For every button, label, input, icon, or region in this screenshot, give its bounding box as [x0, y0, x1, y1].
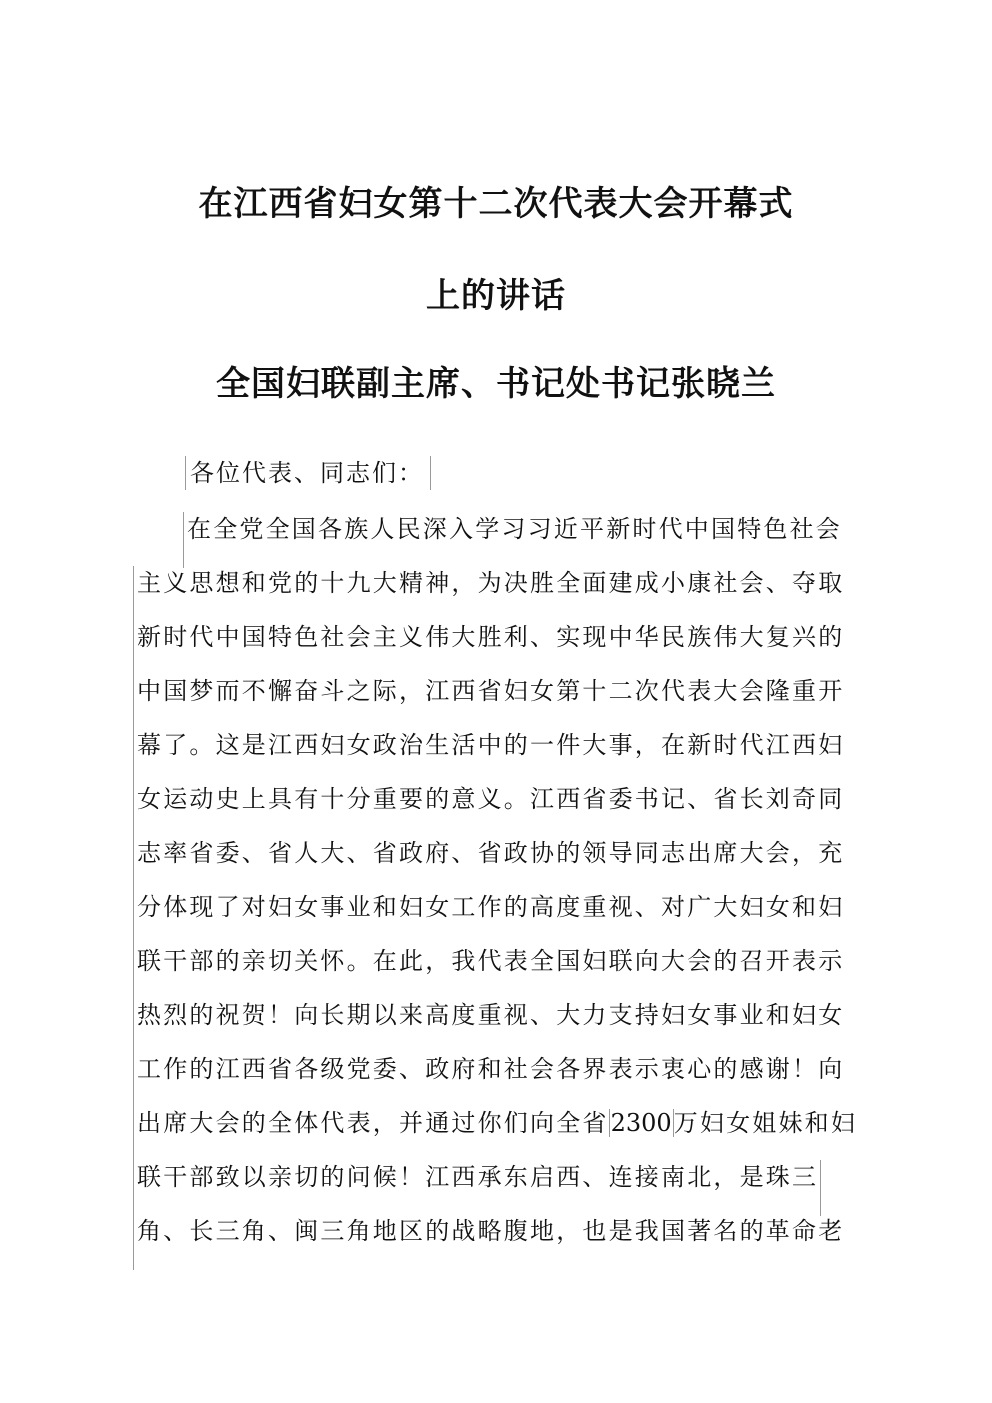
body-line-12-text-a: 出席大会的全体代表，并通过你们向全省: [137, 1109, 609, 1137]
body-line-9: 联干部的亲切关怀。在此，我代表全国妇联向大会的召开表示: [133, 944, 844, 1000]
body-line-12-text-b: 万妇女姐妹和妇: [673, 1109, 858, 1137]
document-title-line-2: 上的讲话: [426, 276, 566, 316]
speaker-byline: 全国妇联副主席、书记处书记张晓兰: [216, 364, 776, 404]
salutation: 各位代表、同志们：: [185, 456, 431, 490]
body-line-6: 女运动史上具有十分重要的意义。江西省委书记、省长刘奇同: [133, 782, 844, 838]
body-line-11: 工作的江西省各级党委、政府和社会各界表示衷心的感谢！向: [133, 1052, 844, 1108]
body-line-1: 在全党全国各族人民深入学习习近平新时代中国特色社会: [183, 512, 842, 568]
body-line-10: 热烈的祝贺！向长期以来高度重视、大力支持妇女事业和妇女: [133, 998, 844, 1054]
body-line-7: 志率省委、省人大、省政府、省政协的领导同志出席大会，充: [133, 836, 844, 892]
body-line-12: [133, 1106, 857, 1162]
body-line-4: 中国梦而不懈奋斗之际，江西省妇女第十二次代表大会隆重开: [133, 674, 844, 730]
body-line-8: 分体现了对妇女事业和妇女工作的高度重视、对广大妇女和妇: [133, 890, 844, 946]
body-line-2: 主义思想和党的十九大精神，为决胜全面建成小康社会、夺取: [133, 566, 844, 622]
body-line-13: 联干部致以亲切的问候！江西承东启西、连接南北，是珠三: [133, 1160, 821, 1216]
body-line-3: 新时代中国特色社会主义伟大胜利、实现中华民族伟大复兴的: [133, 620, 844, 676]
document-title-line-1: 在江西省妇女第十二次代表大会开幕式: [198, 184, 794, 224]
body-line-14: 角、长三角、闽三角地区的战略腹地，也是我国著名的革命老: [133, 1214, 844, 1270]
body-line-5: 幕了。这是江西妇女政治生活中的一件大事，在新时代江西妇: [133, 728, 844, 784]
population-number: 2300: [610, 1109, 672, 1137]
